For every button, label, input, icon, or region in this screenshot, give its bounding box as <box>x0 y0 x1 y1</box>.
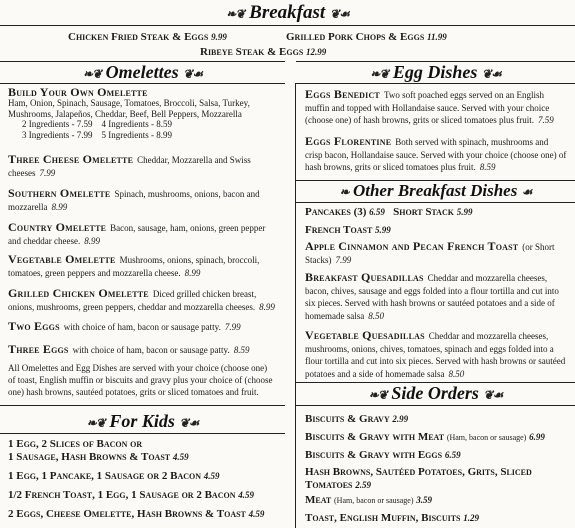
side-item: Biscuits & Gravy with Eggs 6.59 <box>305 449 461 461</box>
menu-item: Two Eggs with choice of ham, bacon or sausage patty. 7.99 <box>8 319 241 333</box>
scroll-ornament-icon: ❧❦ <box>83 67 102 81</box>
scroll-ornament-icon: ❦☙ <box>483 388 503 402</box>
menu-item: Eggs Florentine Both served with spinach, mushrooms and crisp bacon, Hollandaise sauce. Served with your choice (choose one) of hash browns, grits or sliced tomatoes plus fruit. 8.59 <box>305 134 567 172</box>
menu-item: Apple Cinnamon and Pecan French Toast (or Short Stacks) 7.99 <box>305 239 555 265</box>
menu-item: Grilled Pork Chops & Eggs 11.99 <box>286 31 447 43</box>
menu-item: Three Cheese Omelette Cheddar, Mozzarella and Swiss cheeses 7.99 <box>8 152 251 178</box>
scroll-ornament-icon: ❧❦ <box>368 388 387 402</box>
egg-dishes-title-row <box>296 62 575 83</box>
divider <box>296 83 575 84</box>
menu-item: Eggs Benedict Two soft poached eggs served on an English muffin and topped with Hollandaise sauce. Served with your choice (choose one) of hash browns, grits or sliced tomatoes plus fruit. 7.59 <box>305 87 554 125</box>
menu-item: Southern Omelette Spinach, mushrooms, onions, bacon and mozzarella 8.99 <box>8 186 260 212</box>
scroll-ornament-icon: ☙ <box>521 185 532 199</box>
side-item: Meat (Ham, bacon or sausage) 3.59 <box>305 494 433 506</box>
egg-dishes-title: Egg Dishes <box>392 62 478 82</box>
kids-item: 2 Eggs, Cheese Omelette, Hash Browns & Toast 4.59 <box>8 508 265 520</box>
scroll-ornament-icon: ❦☙ <box>183 67 202 81</box>
side-item: Biscuits & Gravy with Meat (Ham, bacon or sausage) 6.99 <box>305 431 545 443</box>
menu-item-build: Build Your Own Omelette Ham, Onion, Spinach, Sausage, Tomatoes, Broccoli, Salsa, Turkey, Mushrooms, Jalapeños, Cheddar, Beef, Bell Peppers, Mozzarella 2 Ingredients - 7.59 4 Ingredients - 8.59 3 Ingredients - 7.99 5 Ingredients - 8.99 <box>8 85 250 140</box>
menu-item: Vegetable Omelette Mushrooms, onions, spinach, broccoli, tomatoes, green peppers and mozzarella cheese. 8.99 <box>8 252 260 278</box>
scroll-ornament-icon: ❦☙ <box>329 7 349 21</box>
kids-item: 1 Egg, 2 Slices of Bacon or <box>8 438 143 450</box>
menu-item: Three Eggs with choice of ham, bacon or sausage patty. 8.59 <box>8 342 250 356</box>
kids-title: For Kids <box>109 411 175 431</box>
menu-item: Country Omelette Bacon, sausage, ham, onions, green pepper and cheddar cheese. 8.99 <box>8 220 266 246</box>
kids-item: 1 Egg, 1 Pancake, 1 Sausage or 2 Bacon 4.59 <box>8 470 220 482</box>
scroll-ornament-icon: ❦☙ <box>481 67 501 81</box>
divider <box>296 202 575 203</box>
kids-item: 1/2 French Toast, 1 Egg, 1 Sausage or 2 Bacon 4.59 <box>8 489 254 501</box>
other-title-row <box>296 181 575 201</box>
omelettes-title-row <box>0 62 285 83</box>
scroll-ornament-icon: ❧❦ <box>226 7 245 21</box>
menu-item: French Toast 5.99 <box>305 224 391 236</box>
menu-item: Pancakes (3) 6.59 Short Stack 5.99 <box>305 206 473 218</box>
divider <box>0 405 285 406</box>
column-divider <box>295 83 296 528</box>
sides-title-row <box>296 383 575 404</box>
scroll-ornament-icon: ❧❦ <box>370 67 389 81</box>
menu-item: Chicken Fried Steak & Eggs 9.99 <box>68 31 227 43</box>
scroll-ornament-icon: ❧ <box>339 185 349 199</box>
divider <box>296 405 575 406</box>
divider <box>0 433 285 434</box>
menu-item: Grilled Chicken Omelette Diced grilled chicken breast, onions, mushrooms, green peppers, cheddar and mozzarella cheeses. 8.99 <box>8 286 275 312</box>
kids-title-row <box>0 411 285 432</box>
side-item: Toast, English Muffin, Biscuits 1.29 <box>305 512 480 524</box>
other-title: Other Breakfast Dishes <box>352 181 518 200</box>
scroll-ornament-icon: ❧❦ <box>86 416 105 430</box>
divider <box>0 25 575 26</box>
breakfast-title: Breakfast <box>249 2 326 23</box>
omelettes-note: All Omelettes and Egg Dishes are served with your choice (choose one) of toast, English muffin or biscuits and gravy plus your choice of (choose one) hash browns, sautéed potatoes, grits or sliced tomatoes and fruit. <box>8 363 273 397</box>
kids-item: 1 Sausage, Hash Browns & Toast 4.59 <box>8 451 189 463</box>
scroll-ornament-icon: ❦☙ <box>179 416 199 430</box>
omelettes-title: Omelettes <box>105 62 179 82</box>
menu-item: Breakfast Quesadillas Cheddar and mozzarella cheeses, bacon, chives, sausage and eggs folded into a flour tortilla and cut into six pieces. Served with hash browns or sautéed potatoes and a side of homemade salsa 8.50 <box>305 270 559 321</box>
menu-item: Vegetable Quesadillas Cheddar and mozzarella cheeses, mushrooms, onions, chives, tomatoes, spinach and eggs folded into a flour tortilla and cut into six pieces. Served with hash browns or sautéed potatoes and a side of homemade salsa 8.50 <box>305 328 566 379</box>
side-item: Hash Browns, Sautéed Potatoes, Grits, Sliced Tomatoes 2.59 <box>305 466 532 491</box>
divider <box>0 83 285 84</box>
side-item: Biscuits & Gravy 2.99 <box>305 413 409 425</box>
menu-item: Ribeye Steak & Eggs 12.99 <box>200 46 327 58</box>
breakfast-title-row <box>0 2 575 24</box>
sides-title: Side Orders <box>391 383 479 403</box>
